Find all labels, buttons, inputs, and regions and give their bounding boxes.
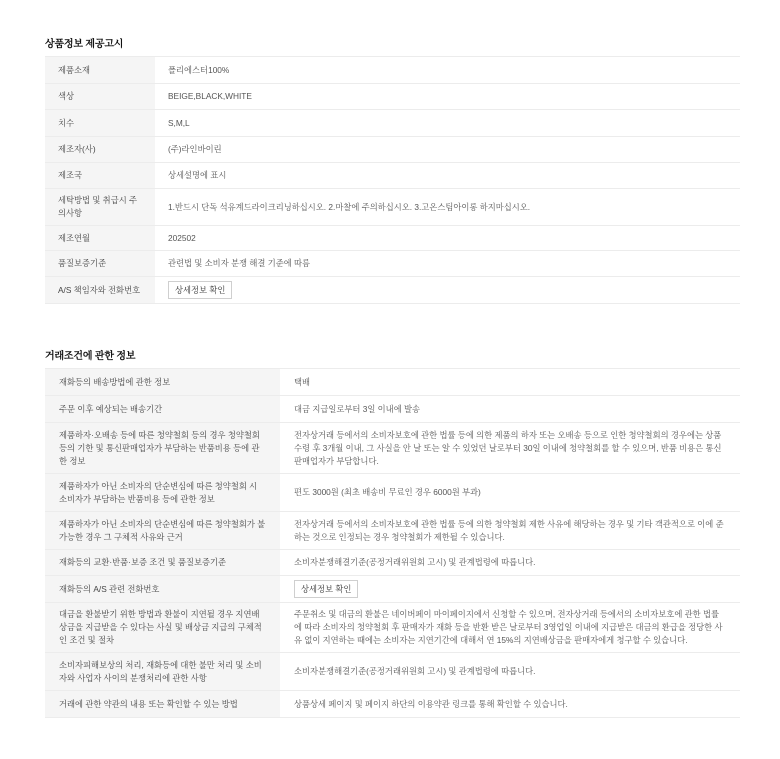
- row-label: 제품소재: [45, 57, 155, 84]
- table-row: [45, 550, 740, 576]
- row-label: 재화등의 교환·반품·보증 조건 및 품질보증기준: [45, 550, 280, 576]
- row-value: 소비자분쟁해결기준(공정거래위원회 고시) 및 관계법령에 따릅니다.: [280, 550, 740, 576]
- table-row: [45, 251, 740, 277]
- row-value: 전자상거래 등에서의 소비자보호에 관한 법률 등에 의한 청약철회 제한 사유에 해당하는 경우 및 기타 객관적으로 이에 준하는 것으로 인정되는 경우 청약철회가 제한될 수 있습니다.: [280, 512, 740, 550]
- table-row: [45, 110, 740, 137]
- row-label: 재화등의 A/S 관련 전화번호: [45, 576, 280, 603]
- as-contact-detail-button[interactable]: 상세정보 확인: [168, 281, 232, 299]
- row-value: 편도 3000원 (최초 배송비 무료인 경우 6000원 부과): [280, 474, 740, 512]
- table-row: [45, 653, 740, 691]
- row-value: S,M,L: [155, 110, 740, 137]
- table-row: [45, 84, 740, 110]
- table-row: [45, 474, 740, 512]
- table-row: [45, 163, 740, 189]
- table-row: [45, 396, 740, 423]
- row-label: 제품하자가 아닌 소비자의 단순변심에 따른 청약철회가 불가능한 경우 그 구체적 사유와 근거: [45, 512, 280, 550]
- row-value: 폴리에스터100%: [155, 57, 740, 84]
- product-notice-title: 상품정보 제공고시: [45, 39, 124, 50]
- row-label: 대금을 환불받기 위한 방법과 환불이 지연될 경우 지연배상금을 지급받을 수 있다는 사실 및 배상금 지급의 구체적인 조건 및 절차: [45, 603, 280, 653]
- table-row: [45, 603, 740, 653]
- row-label: A/S 책임자와 전화번호: [45, 277, 155, 304]
- table-row: [45, 369, 740, 396]
- row-label: 제품하자가 아닌 소비자의 단순변심에 따른 청약철회 시 소비자가 부담하는 반품비용 등에 관한 정보: [45, 474, 280, 512]
- row-label: 거래에 관한 약관의 내용 또는 확인할 수 있는 방법: [45, 691, 280, 718]
- row-value: 202502: [155, 226, 740, 251]
- row-value: 상품상세 페이지 및 페이지 하단의 이용약관 링크를 통해 확인할 수 있습니다.: [280, 691, 740, 718]
- row-value: 택배: [280, 369, 740, 396]
- table-row: [45, 226, 740, 251]
- row-value: BEIGE,BLACK,WHITE: [155, 84, 740, 110]
- row-label: 치수: [45, 110, 155, 137]
- table-row: [45, 576, 740, 603]
- row-label: 재화등의 배송방법에 관한 정보: [45, 369, 280, 396]
- table-row: [45, 277, 740, 304]
- row-value: (주)라인바이린: [155, 137, 740, 163]
- table-row: [45, 137, 740, 163]
- row-value: 소비자분쟁해결기준(공정거래위원회 고시) 및 관계법령에 따릅니다.: [280, 653, 740, 691]
- row-value: 주문취소 및 대금의 환불은 네이버페이 마이페이지에서 신청할 수 있으며, 전자상거래 등에서의 소비자보호에 관한 법률에 따라 소비자의 청약철회 후 판매자가 재화 등을 반환 받은 날로부터 3영업일 이내에 지급받은 대금의 환급을 정당한 사유 없이 지연하는 때에는 소비자는 지연기간에 대해서 연 15%의 지연배상금을 판매자에게 청구할 수 있습니다.: [280, 603, 740, 653]
- row-value: 상세설명에 표시: [155, 163, 740, 189]
- table-row: [45, 512, 740, 550]
- row-value: 1.반드시 단독 석유계드라이크리닝하십시오. 2.마찰에 주의하십시오. 3.고온스팀아이롱 하지마십시오.: [155, 189, 740, 226]
- row-label: 제조연월: [45, 226, 155, 251]
- product-notice-table: [45, 56, 740, 304]
- row-value: 전자상거래 등에서의 소비자보호에 관한 법률 등에 의한 제품의 하자 또는 오배송 등으로 인한 청약철회의 경우에는 상품 수령 후 3개월 이내, 그 사실을 안 날 또는 알 수 있었던 날로부터 30일 이내에 청약철회를 할 수 있으며, 반품 비용은 통신판매업자가 부담합니다.: [280, 423, 740, 474]
- row-label: 색상: [45, 84, 155, 110]
- row-label: 제조자(사): [45, 137, 155, 163]
- row-label: 세탁방법 및 취급시 주의사항: [45, 189, 155, 226]
- table-row: [45, 189, 740, 226]
- row-label: 제조국: [45, 163, 155, 189]
- row-value: 대금 지급일로부터 3일 이내에 발송: [280, 396, 740, 423]
- row-label: 주문 이후 예상되는 배송기간: [45, 396, 280, 423]
- row-label: 소비자피해보상의 처리, 재화등에 대한 불만 처리 및 소비자와 사업자 사이의 분쟁처리에 관한 사항: [45, 653, 280, 691]
- table-row: [45, 691, 740, 718]
- as-phone-detail-button[interactable]: 상세정보 확인: [294, 580, 358, 598]
- row-label: 제품하자·오배송 등에 따른 청약철회 등의 경우 청약철회 등의 기한 및 통신판매업자가 부담하는 반품비용 등에 관한 정보: [45, 423, 280, 474]
- trade-terms-title: 거래조건에 관한 정보: [45, 351, 136, 362]
- row-value: [155, 277, 740, 304]
- row-value: 관련법 및 소비자 분쟁 해결 기준에 따름: [155, 251, 740, 277]
- row-label: 품질보증기준: [45, 251, 155, 277]
- table-row: [45, 57, 740, 84]
- table-row: [45, 423, 740, 474]
- row-value: [280, 576, 740, 603]
- trade-terms-table: [45, 368, 740, 718]
